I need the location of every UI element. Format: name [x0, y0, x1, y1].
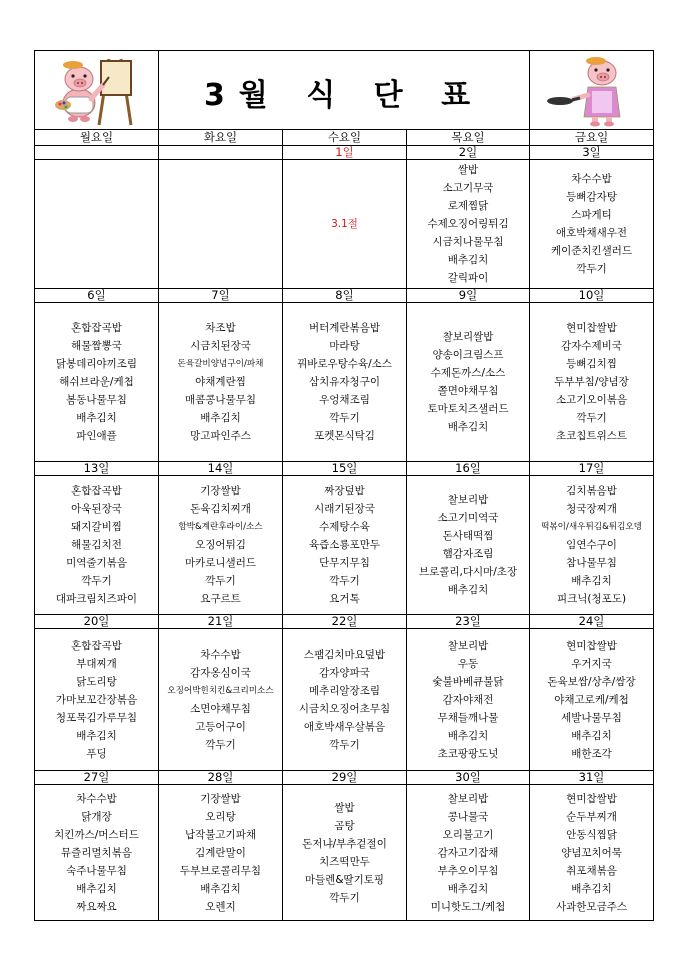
day-fri: 금요일: [530, 130, 654, 146]
menu-item: 치킨까스/머스터드: [54, 828, 139, 841]
menu-item: 메추리알장조림: [308, 684, 380, 697]
menu-row: [35, 476, 654, 615]
date-row: [35, 289, 654, 303]
menu-item: 깍두기: [81, 575, 112, 587]
menu-list: [283, 785, 406, 920]
menu-item: 소고기오이볶음: [556, 394, 628, 406]
menu-list: [530, 476, 653, 614]
menu-cell: [407, 629, 530, 771]
menu-item: 시금치오징어초무침: [298, 702, 391, 715]
menu-list: [283, 629, 406, 770]
menu-list: [159, 476, 282, 614]
menu-item: 돼지갈비찜: [71, 521, 122, 533]
menu-item: 깍두기: [576, 263, 607, 275]
menu-item: 기장쌀밥: [200, 792, 241, 805]
menu-item: 등뼈김치찜: [566, 358, 617, 370]
menu-item: 치즈떡만두: [319, 855, 370, 868]
weeks-body: [35, 146, 654, 921]
menu-item: 소면야채무침: [190, 702, 251, 715]
menu-item: 짜요짜요: [76, 900, 117, 913]
menu-list: [35, 160, 158, 288]
menu-item: 시금치된장국: [190, 340, 251, 352]
date-cell: 2일: [407, 146, 530, 160]
menu-item: 배추김치: [200, 412, 241, 424]
menu-item: 돈육보쌈/상추/쌈장: [547, 675, 636, 688]
menu-item: 시금치나물무침: [432, 236, 504, 248]
date-cell: 23일: [407, 615, 530, 629]
menu-item: 케이준치킨샐러드: [550, 245, 633, 257]
date-cell: 8일: [283, 289, 407, 303]
menu-list: [159, 160, 282, 288]
menu-item: 숙주나물무침: [66, 864, 127, 877]
menu-list: [283, 476, 406, 614]
menu-item: 김치볶음밥: [566, 485, 617, 497]
menu-sheet: [34, 50, 653, 913]
menu-list: [35, 785, 158, 920]
menu-item: 깍두기: [205, 738, 236, 751]
menu-item: 차수수밥: [76, 792, 117, 805]
menu-item: 콩나물국: [447, 810, 489, 823]
menu-item: 감자양파국: [319, 666, 370, 679]
menu-item: 해물짬뽕국: [71, 340, 122, 352]
menu-item: 미역줄기볶음: [66, 557, 127, 569]
menu-item: 임연수구이: [566, 539, 617, 551]
menu-item: 찰보리밥: [447, 792, 489, 805]
menu-item: 3.1절: [331, 218, 358, 230]
day-wed: 수요일: [283, 130, 407, 146]
date-cell: 15일: [283, 462, 407, 476]
date-cell: [35, 146, 159, 160]
menu-item: 부대찌개: [76, 657, 117, 670]
meal-table: [34, 50, 654, 921]
menu-item: 깍두기: [329, 412, 360, 424]
menu-item: 배추김치: [76, 412, 117, 424]
menu-item: 해물김치전: [71, 539, 122, 551]
menu-item: 돈육김치찌개: [190, 503, 251, 515]
menu-item: 두부부침/양념장: [554, 376, 629, 388]
menu-cell: [530, 629, 654, 771]
menu-item: 야채계란찜: [195, 376, 246, 388]
title-cell: [159, 51, 530, 130]
date-cell: 9일: [407, 289, 530, 303]
menu-item: 숯불바베큐불닭: [432, 675, 504, 688]
menu-item: 피크닉(청포도): [557, 593, 627, 605]
menu-item: 햄감자조림: [442, 548, 494, 560]
menu-list: [159, 629, 282, 770]
date-cell: 13일: [35, 462, 159, 476]
menu-item: 고등어구이: [195, 720, 246, 733]
date-cell: 14일: [159, 462, 283, 476]
menu-list: [35, 629, 158, 770]
menu-item: 로제찜닭: [447, 200, 489, 212]
menu-list: [283, 160, 406, 288]
menu-item: 스파게티: [571, 209, 612, 221]
menu-list: [407, 303, 529, 461]
menu-cell: [159, 160, 283, 289]
menu-item: 망고파인주스: [190, 430, 251, 442]
menu-item: 혼합잡곡밥: [71, 322, 122, 334]
menu-cell: [407, 785, 530, 921]
menu-row: [35, 303, 654, 462]
date-cell: 28일: [159, 771, 283, 785]
menu-item: 단무지무침: [319, 557, 370, 569]
menu-item: 초코칩트위스트: [556, 430, 628, 442]
day-tue: 화요일: [159, 130, 283, 146]
menu-item: 마라탕: [329, 340, 360, 352]
date-cell: 27일: [35, 771, 159, 785]
menu-item: 양념꼬치어묵: [561, 846, 622, 859]
menu-item: 떡볶이/새우튀김&튀김오뎅: [541, 522, 642, 532]
menu-item: 두부브로콜리무침: [179, 864, 262, 877]
menu-item: 요구르트: [200, 593, 241, 605]
menu-item: 오렌지: [205, 900, 236, 913]
menu-list: [35, 476, 158, 614]
menu-item: 닭개장: [81, 810, 112, 823]
menu-item: 쫄면야채무침: [437, 385, 499, 397]
menu-row: [35, 160, 654, 289]
menu-item: 찰보리밥: [447, 494, 489, 506]
menu-list: [159, 303, 282, 461]
menu-item: 수제탕수육: [319, 521, 370, 533]
date-row: [35, 146, 654, 160]
date-cell: 3일: [530, 146, 654, 160]
menu-item: 스팸김치마요덮밥: [303, 648, 386, 661]
menu-list: [530, 629, 653, 770]
menu-item: 대파크림치즈파이: [55, 593, 138, 605]
menu-item: 청국장찌개: [566, 503, 617, 515]
date-cell: 20일: [35, 615, 159, 629]
menu-item: 기장쌀밥: [200, 485, 241, 497]
menu-item: 닭도리탕: [76, 675, 117, 688]
menu-cell: [283, 629, 407, 771]
menu-cell: [283, 303, 407, 462]
day-thu: 목요일: [407, 130, 530, 146]
pig-chef-icon: [544, 53, 640, 127]
menu-item: 양송이크림스프: [432, 349, 504, 361]
menu-list: [159, 785, 282, 920]
menu-list: [407, 785, 529, 920]
menu-item: 함박&계란후라이/소스: [178, 522, 263, 532]
menu-item: 봄동나물무침: [66, 394, 127, 406]
menu-item: 오징어박힌치킨&크리미소스: [167, 685, 274, 696]
menu-item: 배추김치: [447, 421, 489, 433]
menu-item: 우엉채조림: [319, 394, 370, 406]
menu-item: 찰보리쌀밥: [442, 331, 494, 343]
menu-cell: [283, 160, 407, 289]
menu-cell: [283, 476, 407, 615]
menu-cell: [407, 303, 530, 462]
menu-item: 부추오이무침: [437, 864, 499, 877]
menu-item: 꿔바로우탕수육/소스: [297, 358, 392, 370]
menu-item: 아욱된장국: [71, 503, 122, 515]
menu-item: 차수수밥: [571, 173, 612, 185]
menu-item: 등뼈감자탕: [566, 191, 617, 203]
menu-item: 애호박새우살볶음: [303, 720, 386, 733]
menu-item: 삼치유자청구이: [308, 376, 380, 388]
menu-item: 수제오징어링튀김: [427, 218, 509, 230]
menu-list: [283, 303, 406, 461]
menu-item: 버터계란볶음밥: [308, 322, 380, 334]
menu-list: [35, 303, 158, 461]
menu-item: 무채들깨나물: [437, 711, 499, 724]
date-cell: 31일: [530, 771, 654, 785]
menu-cell: [283, 785, 407, 921]
pig-painter-icon: [49, 53, 145, 127]
date-cell: 17일: [530, 462, 654, 476]
menu-cell: [35, 785, 159, 921]
menu-cell: [530, 160, 654, 289]
menu-item: 육즙소룡포만두: [308, 539, 380, 551]
menu-item: 감자고기잡채: [437, 846, 499, 859]
menu-item: 배추김치: [571, 575, 612, 587]
menu-item: 돈저냐/부추겉절이: [302, 837, 387, 850]
menu-item: 애호박채새우전: [556, 227, 628, 239]
menu-cell: [35, 303, 159, 462]
menu-item: 야채고로케/케첩: [554, 693, 629, 706]
menu-item: 배추김치: [200, 882, 241, 895]
menu-list: [530, 785, 653, 920]
date-row: [35, 462, 654, 476]
menu-item: 취포채볶음: [566, 864, 617, 877]
menu-item: 깍두기: [205, 575, 236, 587]
date-cell: 1일: [283, 146, 407, 160]
menu-item: 배추김치: [447, 254, 489, 266]
menu-item: 김계란말이: [195, 846, 246, 859]
menu-item: 시래기된장국: [314, 503, 375, 515]
menu-cell: [35, 476, 159, 615]
menu-item: 오리불고기: [442, 828, 494, 841]
menu-item: 돈사태떡찜: [442, 530, 494, 542]
date-cell: [159, 146, 283, 160]
menu-item: 토마토치즈샐러드: [427, 403, 509, 415]
menu-item: 차수수밥: [200, 648, 241, 661]
menu-item: 참나물무침: [566, 557, 617, 569]
menu-cell: [159, 785, 283, 921]
menu-item: 마들렌&딸기토핑: [304, 873, 385, 886]
menu-item: 오징어튀김: [195, 539, 246, 551]
menu-item: 안동식찜닭: [566, 828, 617, 841]
date-cell: 16일: [407, 462, 530, 476]
page-title: 3월 식 단 표: [203, 78, 485, 113]
menu-cell: [159, 629, 283, 771]
menu-item: 사과한모금주스: [556, 900, 628, 913]
menu-item: 배추김치: [447, 882, 489, 895]
menu-row: [35, 785, 654, 921]
menu-cell: [407, 476, 530, 615]
menu-item: 깍두기: [576, 412, 607, 424]
menu-list: [407, 160, 529, 288]
menu-cell: [530, 785, 654, 921]
menu-item: 닭봉데리야끼조림: [55, 358, 138, 370]
menu-item: 청포묵김가루무침: [55, 711, 138, 724]
menu-item: 찰보리밥: [447, 639, 489, 652]
menu-item: 배추김치: [571, 882, 612, 895]
menu-cell: [159, 303, 283, 462]
menu-item: 우거지국: [571, 657, 612, 670]
menu-item: 현미찹쌀밥: [566, 639, 617, 652]
menu-item: 깍두기: [329, 575, 360, 587]
menu-cell: [530, 476, 654, 615]
header-row: [35, 51, 654, 130]
menu-item: 초코팡팡도넛: [437, 747, 499, 760]
menu-item: 배추김치: [76, 729, 117, 742]
menu-item: 감자야채전: [442, 693, 494, 706]
menu-item: 깍두기: [329, 738, 360, 751]
menu-item: 순두부찌개: [566, 810, 617, 823]
menu-item: 마카로니샐러드: [184, 557, 256, 569]
menu-item: 혼합잡곡밥: [71, 639, 122, 652]
menu-item: 혼합잡곡밥: [71, 485, 122, 497]
menu-item: 갈릭파이: [447, 272, 489, 284]
menu-item: 쌀밥: [457, 164, 479, 176]
menu-item: 배추김치: [571, 729, 612, 742]
menu-list: [530, 303, 653, 461]
menu-item: 짜장덮밥: [324, 485, 365, 497]
menu-item: 브로콜리,다시마/초장: [418, 566, 518, 578]
date-cell: 10일: [530, 289, 654, 303]
menu-item: 오리탕: [205, 810, 236, 823]
menu-item: 감자수제비국: [561, 340, 622, 352]
date-cell: 21일: [159, 615, 283, 629]
menu-cell: [159, 476, 283, 615]
menu-item: 미니핫도그/케첩: [430, 900, 506, 913]
menu-item: 배추김치: [447, 584, 489, 596]
menu-item: 현미찹쌀밥: [566, 322, 617, 334]
menu-cell: [530, 303, 654, 462]
menu-cell: [35, 160, 159, 289]
menu-item: 깍두기: [329, 891, 360, 904]
menu-item: 배추김치: [76, 882, 117, 895]
date-row: [35, 615, 654, 629]
menu-item: 배추김치: [447, 729, 489, 742]
date-cell: 22일: [283, 615, 407, 629]
menu-item: 가마보꼬간장볶음: [55, 693, 138, 706]
menu-item: 해쉬브라운/케첩: [59, 376, 134, 388]
right-mascot-cell: [530, 51, 654, 130]
menu-item: 포켓몬식탁김: [314, 430, 375, 442]
date-cell: 30일: [407, 771, 530, 785]
menu-item: 배한조각: [571, 747, 612, 760]
menu-item: 뮤즐리멸치볶음: [60, 846, 132, 859]
menu-list: [530, 160, 653, 288]
menu-item: 우동: [457, 657, 479, 670]
date-cell: 6일: [35, 289, 159, 303]
menu-row: [35, 629, 654, 771]
menu-item: 파인애플: [76, 430, 117, 442]
left-mascot-cell: [35, 51, 159, 130]
menu-item: 세발나물무침: [561, 711, 622, 724]
menu-item: 소고기무국: [442, 182, 494, 194]
menu-item: 돈육갈비양념구이/파채: [177, 359, 264, 369]
menu-item: 납작불고기파채: [184, 828, 256, 841]
menu-item: 푸딩: [86, 747, 107, 760]
date-cell: 24일: [530, 615, 654, 629]
menu-item: 현미찹쌀밥: [566, 792, 617, 805]
day-mon: 월요일: [35, 130, 159, 146]
menu-cell: [407, 160, 530, 289]
date-cell: 7일: [159, 289, 283, 303]
menu-item: 소고기미역국: [437, 512, 499, 524]
dayname-row: [35, 130, 654, 146]
menu-item: 차조밥: [205, 322, 236, 334]
date-row: [35, 771, 654, 785]
menu-item: 감자옹심이국: [190, 666, 251, 679]
menu-item: 곰탕: [334, 819, 355, 832]
menu-list: [407, 629, 529, 770]
menu-list: [407, 476, 529, 614]
menu-item: 수제돈까스/소스: [430, 367, 506, 379]
menu-item: 쌀밥: [334, 801, 355, 814]
menu-item: 매콤콩나물무침: [184, 394, 256, 406]
menu-item: 요거톡: [329, 593, 360, 605]
date-cell: 29일: [283, 771, 407, 785]
menu-cell: [35, 629, 159, 771]
